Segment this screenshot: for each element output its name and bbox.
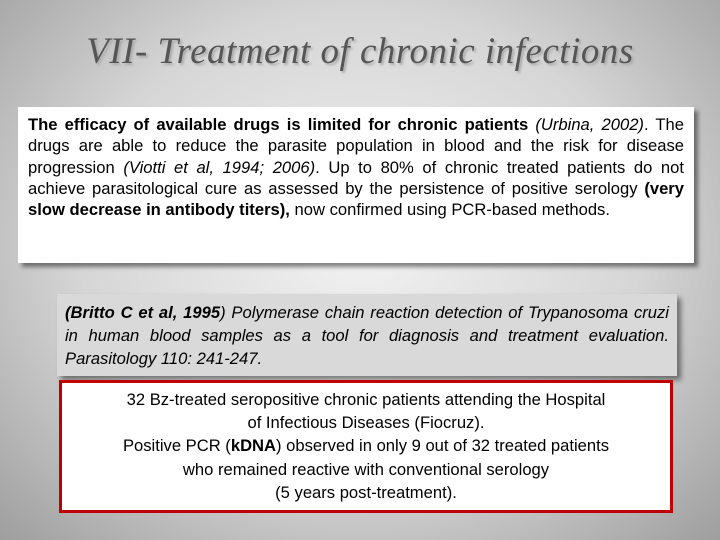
findings-line-5: (5 years post-treatment). xyxy=(275,482,457,502)
findings-textbox xyxy=(59,380,673,513)
findings-kdna: kDNA xyxy=(230,436,277,456)
reference-textbox xyxy=(57,294,677,376)
intro-text-1: . The drugs are able to reduce the parasite population in blood and the risk for disease progression xyxy=(28,115,684,177)
findings-line-4: who remained reactive with conventional serology xyxy=(182,459,550,479)
slide-title: VII- Treatment of chronic infections xyxy=(86,31,634,72)
intro-bold-antibody: (very slow decrease in antibody titers), xyxy=(28,178,684,220)
reference-authors: (Britto C et al, 1995 xyxy=(65,303,221,322)
findings-line-2: of Infectious Diseases (Fiocruz). xyxy=(247,413,485,433)
intro-citation-viotti: (Viotti et al, 1994; 2006) xyxy=(123,157,316,177)
intro-text-3: now confirmed using PCR-based methods. xyxy=(294,200,610,220)
intro-text-2: . Up to 80% of chronic treated patients do not achieve parasitological cure as assessed by the persistence of positive serology xyxy=(28,157,684,198)
findings-line-3 xyxy=(66,434,666,457)
intro-citation-urbina: (Urbina, 2002) xyxy=(535,115,644,134)
findings-line-1: 32 Bz-treated seropositive chronic patients attending the Hospital xyxy=(126,390,606,409)
reference-text: ) Polymerase chain reaction detection of Trypanosoma cruzi in human blood samples as a tool for diagnosis and treatment evaluation. Parasitology 110: 241-247. xyxy=(65,303,669,368)
findings-line-3a: Positive PCR ( xyxy=(122,436,231,456)
intro-textbox xyxy=(18,107,694,263)
intro-bold-lead: The efficacy of available drugs is limited for chronic patients xyxy=(28,115,529,134)
findings-line-3c: ) observed in only 9 out of 32 treated patients xyxy=(276,436,610,456)
